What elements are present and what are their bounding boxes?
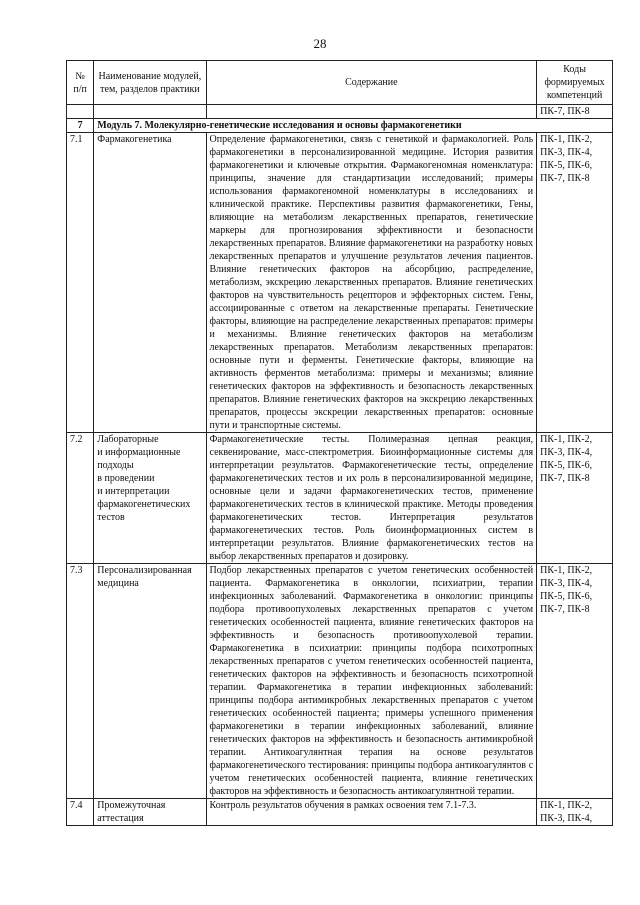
row-codes [537, 433, 613, 564]
page-number: 28 [313, 36, 327, 51]
header-content: Содержание [206, 61, 537, 105]
table-row [67, 433, 613, 564]
row-name: Промежуточная аттестация [94, 799, 206, 826]
code-line: ПК-1, ПК-2, [540, 134, 593, 145]
row-name: Лабораторные и информационные подходы в проведении и интерпретации фармакогенетических тестов [94, 433, 206, 564]
code-line: ПК-1, ПК-2, [540, 434, 593, 445]
header-name: Наименование модулей, тем, разделов практики [94, 61, 206, 105]
table-row [67, 564, 613, 799]
row-name: Фармакогенетика [94, 133, 206, 433]
code-line: ПК-1, ПК-2, [540, 565, 593, 576]
code-line: ПК-5, ПК-6, [540, 160, 593, 171]
code-line: ПК-3, ПК-4, [540, 147, 593, 158]
row-content: Контроль результатов обучения в рамках освоения тем 7.1-7.3. [206, 799, 537, 826]
code-line: ПК-3, ПК-4, [540, 813, 593, 824]
row-num: 7.1 [67, 133, 94, 433]
row-codes [537, 799, 613, 826]
code-line: ПК-7, ПК-8 [540, 473, 590, 484]
row-num: 7.4 [67, 799, 94, 826]
row-num: 7.2 [67, 433, 94, 564]
code-line: ПК-3, ПК-4, [540, 578, 593, 589]
table-row [67, 133, 613, 433]
row-codes [537, 133, 613, 433]
row-content: Определение фармакогенетики, связь с генетикой и фармакологией. Роль фармакогенетики в персонализированной медицине. История развития фармакогенетики и ключевые открытия. Фармакогеномная номенклатура: принципы, значение для стандартизации исследований; примеры использования фармакогеномной номенклатуры в исследованиях и клинической практике. Перспективы развития фармакогенетики, Гены, влияющие на метаболизм лекарственных препаратов, генетические маркеры для прогнозирования эффективности и безопасности лекарственных препаратов. Влияние фармакогенетики на разработку новых лекарственных препаратов и улучшение результатов лечения пациентов. Влияние генетических факторов на абсорбцию, распределение, метаболизм, экскрецию лекарственных препаратов. Влияние генетических факторов на чувствительность рецепторов и эффекторных систем. Гены, ассоциированные с ответом на лекарственные препараты. Генетические факторы, влияющие на распределение лекарственных препаратов: примеры и механизмы. Влияние генетических факторов на метаболизм лекарственных препаратов. Метаболизм лекарственных препаратов: основные пути и ферменты. Генетические факторы, влияющие на активность ферментов метаболизма: примеры и механизмы; влияние генетических факторов на эффективность и безопасность лекарственных препаратов. Влияние генетических факторов на экскрецию лекарственных препаратов, процессы экскреции лекарственных препаратов: основные пути и транспортные системы. [206, 133, 537, 433]
module-num: 7 [67, 119, 94, 133]
code-line: ПК-3, ПК-4, [540, 447, 593, 458]
code-line: ПК-7, ПК-8 [540, 604, 590, 615]
row-num: 7.3 [67, 564, 94, 799]
row-content: Фармакогенетические тесты. Полимеразная цепная реакция, секвенирование, масс-спектрометрия. Биоинформационные системы для интерпретации результатов. Фармакогенетические тесты, определение фармакогенетических тестов и их роль в персонализированной медицине, основные цели и задачи фармакогенетических тестов, применение фармакогенетических тестов в клинической практике. Методы проведения фармакогенетических тестов. Интерпретация результатов фармакогенетических тестов. Роль биоинформационных систем в интерпретации результатов. Влияние фармакогенетических тестов на выбор лекарственных препаратов и дозировку. [206, 433, 537, 564]
code-line: ПК-5, ПК-6, [540, 460, 593, 471]
table-header-row [67, 61, 613, 105]
table-row-previous [67, 105, 613, 119]
header-num: № п/п [67, 61, 94, 105]
row-name: Персонализированная медицина [94, 564, 206, 799]
row-content: Подбор лекарственных препаратов с учетом генетических особенностей пациента. Фармакогенетика в онкологии, психиатрии, терапии инфекционных заболеваний. Фармакогенетика в онкологии: принципы подбора противоопухолевых лекарственных препаратов с учетом генетических особенностей пациента, влияние генетических факторов на эффективность и безопасность противоопухолевой терапии. Фармакогенетика в психиатрии: принципы подбора психотропных лекарственных препаратов с учетом генетических особенностей пациента, генетических факторов на эффективность и безопасность психотропной терапии. Фармакогенетика в терапии инфекционных заболеваний: принципы подбора антимикробных лекарственных препаратов с учетом генетических особенностей пациента; примеры успешного применения фармакогенетики в терапии инфекционных заболеваний, влияние генетических факторов на эффективность и безопасность антимикробной терапии. Антикоагулянтная терапия на основе результатов фармакогенетического тестирования: принципы подбора антикоагулянтов с учетом генетических особенностей пациента, влияние генетических факторов на эффективность и безопасность антикоагулянтной терапии. [206, 564, 537, 799]
table-row [67, 799, 613, 826]
curriculum-table [66, 60, 613, 826]
module-title: Модуль 7. Молекулярно-генетические исследования и основы фармакогенетики [94, 119, 613, 133]
module-row [67, 119, 613, 133]
header-codes: Коды формируемых компетенций [537, 61, 613, 105]
code-line: ПК-5, ПК-6, [540, 591, 593, 602]
codes-cell: ПК-7, ПК-8 [537, 105, 613, 119]
code-line: ПК-7, ПК-8 [540, 173, 590, 184]
row-codes [537, 564, 613, 799]
code-line: ПК-1, ПК-2, [540, 800, 593, 811]
